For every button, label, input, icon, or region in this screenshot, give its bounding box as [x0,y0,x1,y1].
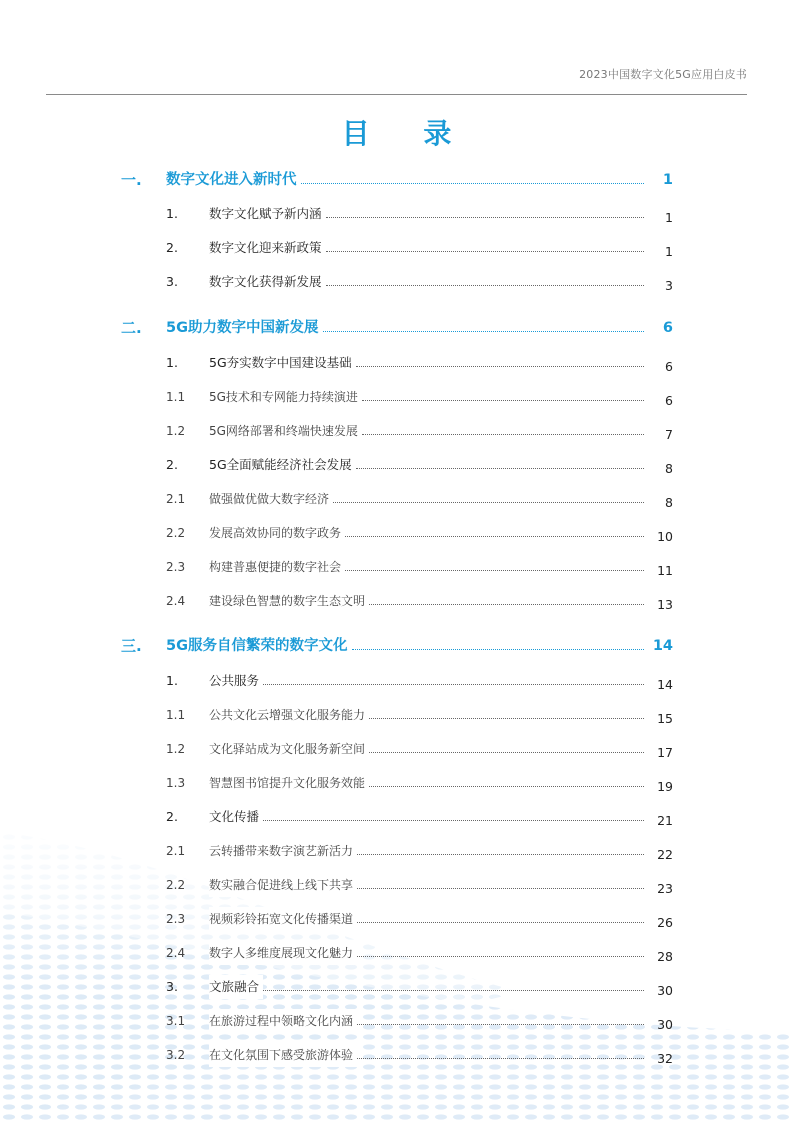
toc-entry-page-number: 8 [665,495,673,510]
toc-entry-number: 1. [166,673,178,688]
toc-subsection-entry[interactable] [0,873,793,897]
toc-dot-leader [345,570,644,571]
toc-entry-page-number: 8 [665,461,673,476]
toc-entry-number: 1.3 [166,776,186,790]
toc-dot-leader [357,1058,644,1059]
toc-subsection-entry[interactable] [0,941,793,965]
toc-subsection-entry[interactable] [0,385,793,409]
toc-entry-number: 三. [121,637,142,655]
toc-entry-page-number: 1 [665,210,673,225]
toc-entry-page-number: 30 [657,983,673,998]
toc-entry-page-number: 22 [657,847,673,862]
toc-entry-number: 3.1 [166,1014,186,1028]
toc-dot-leader [326,251,644,252]
toc-entry-title: 文旅融合 [209,975,263,999]
toc-section-entry[interactable] [0,236,793,260]
toc-entry-page-number: 6 [662,320,673,336]
toc-entry-page-number: 26 [657,915,673,930]
toc-entry-number: 1.2 [166,424,186,438]
toc-subsection-entry[interactable] [0,589,793,613]
toc-dot-leader [326,285,644,286]
toc-subsection-entry[interactable] [0,703,793,727]
toc-subsection-entry[interactable] [0,419,793,443]
toc-dot-leader [362,400,644,401]
toc-title: 目 录 [341,117,474,150]
toc-entry-title: 文化传播 [209,805,263,829]
toc-dot-leader [356,366,644,367]
toc-subsection-entry[interactable] [0,1009,793,1033]
toc-entry-title: 数字文化赋予新内涵 [209,202,326,226]
toc-entry-number: 2. [166,809,178,824]
toc-dot-leader [326,217,644,218]
toc-entry-page-number: 3 [665,278,673,293]
toc-entry-number: 2.2 [166,878,186,892]
toc-subsection-entry[interactable] [0,737,793,761]
toc-subsection-entry[interactable] [0,555,793,579]
toc-entry-number: 2.1 [166,492,186,506]
document-header-title: 2023中国数字文化5G应用白皮书 [579,68,747,81]
toc-entry-page-number: 28 [657,949,673,964]
toc-section-entry[interactable] [0,351,793,375]
toc-entry-number: 二. [121,319,142,337]
toc-entry-number: 2.2 [166,526,186,540]
toc-entry-title: 发展高效协同的数字政务 [209,521,345,545]
toc-dot-leader [263,820,644,821]
toc-entry-title: 在旅游过程中领略文化内涵 [209,1009,357,1033]
toc-dot-leader [357,956,644,957]
toc-entry-number: 2. [166,457,178,472]
toc-entry-page-number: 17 [657,745,673,760]
toc-entry-title: 数字文化迎来新政策 [209,236,326,260]
toc-dot-leader [352,649,644,650]
toc-section-entry[interactable] [0,669,793,693]
toc-entry-page-number: 13 [657,597,673,612]
toc-dot-leader [301,183,644,184]
toc-chapter-entry[interactable] [0,168,793,192]
toc-entry-title: 视频彩铃拓宽文化传播渠道 [209,907,357,931]
toc-dot-leader [357,1024,644,1025]
toc-entry-number: 2.3 [166,912,186,926]
toc-entry-title: 数字文化进入新时代 [166,168,301,192]
toc-entry-number: 1.1 [166,390,186,404]
toc-entry-page-number: 1 [665,244,673,259]
toc-dot-leader [333,502,644,503]
toc-entry-title: 建设绿色智慧的数字生态文明 [209,589,369,613]
toc-subsection-entry[interactable] [0,839,793,863]
toc-dot-leader [369,604,644,605]
toc-entry-title: 5G夯实数字中国建设基础 [209,351,356,375]
toc-entry-number: 一. [121,171,142,189]
toc-subsection-entry[interactable] [0,907,793,931]
toc-entry-number: 1.2 [166,742,186,756]
toc-entry-title: 5G助力数字中国新发展 [166,316,323,340]
toc-dot-leader [369,718,644,719]
toc-subsection-entry[interactable] [0,1043,793,1067]
toc-entry-title: 数实融合促进线上线下共享 [209,873,357,897]
toc-entry-page-number: 14 [657,677,673,692]
toc-entry-number: 2.4 [166,946,186,960]
toc-entry-number: 3. [166,979,178,994]
toc-entry-page-number: 6 [665,393,673,408]
toc-entry-title: 5G技术和专网能力持续演进 [209,385,362,409]
toc-entry-number: 1. [166,206,178,221]
toc-entry-page-number: 32 [657,1051,673,1066]
toc-chapter-entry[interactable] [0,316,793,340]
toc-entry-number: 2.3 [166,560,186,574]
toc-entry-number: 2.1 [166,844,186,858]
toc-entry-title: 做强做优做大数字经济 [209,487,333,511]
toc-entry-title: 构建普惠便捷的数字社会 [209,555,345,579]
toc-entry-page-number: 30 [657,1017,673,1032]
toc-entry-number: 2.4 [166,594,186,608]
toc-entry-title: 在文化氛围下感受旅游体验 [209,1043,357,1067]
toc-entry-title: 数字人多维度展现文化魅力 [209,941,357,965]
toc-entry-page-number: 7 [665,427,673,442]
toc-section-entry[interactable] [0,202,793,226]
toc-entry-title: 5G服务自信繁荣的数字文化 [166,634,352,658]
toc-entry-page-number: 21 [657,813,673,828]
toc-dot-leader [323,331,644,332]
toc-entry-title: 5G全面赋能经济社会发展 [209,453,356,477]
toc-dot-leader [357,922,644,923]
toc-entry-title: 智慧图书馆提升文化服务效能 [209,771,369,795]
toc-section-entry[interactable] [0,805,793,829]
toc-dot-leader [369,752,644,753]
toc-entry-page-number: 23 [657,881,673,896]
toc-entry-number: 3. [166,274,178,289]
toc-chapter-entry[interactable] [0,634,793,658]
toc-entry-page-number: 19 [657,779,673,794]
toc-entry-title: 数字文化获得新发展 [209,270,326,294]
toc-entry-page-number: 10 [657,529,673,544]
toc-entry-title: 公共服务 [209,669,263,693]
toc-entry-number: 2. [166,240,178,255]
toc-entry-number: 1. [166,355,178,370]
toc-subsection-entry[interactable] [0,521,793,545]
toc-dot-leader [357,854,644,855]
toc-entry-page-number: 1 [662,172,673,188]
toc-dot-leader [357,888,644,889]
toc-entry-page-number: 6 [665,359,673,374]
toc-subsection-entry[interactable] [0,487,793,511]
toc-entry-number: 3.2 [166,1048,186,1062]
toc-section-entry[interactable] [0,270,793,294]
toc-entry-page-number: 11 [657,563,673,578]
toc-subsection-entry[interactable] [0,771,793,795]
toc-entry-title: 云转播带来数字演艺新活力 [209,839,357,863]
toc-dot-leader [362,434,644,435]
toc-entry-number: 1.1 [166,708,186,722]
toc-section-entry[interactable] [0,453,793,477]
toc-entry-title: 公共文化云增强文化服务能力 [209,703,369,727]
toc-entry-title: 5G网络部署和终端快速发展 [209,419,362,443]
toc-section-entry[interactable] [0,975,793,999]
toc-dot-leader [263,990,644,991]
toc-dot-leader [369,786,644,787]
toc-dot-leader [263,684,644,685]
toc-entry-page-number: 14 [652,638,673,654]
toc-dot-leader [345,536,644,537]
toc-entry-page-number: 15 [657,711,673,726]
toc-entry-title: 文化驿站成为文化服务新空间 [209,737,369,761]
toc-dot-leader [356,468,644,469]
